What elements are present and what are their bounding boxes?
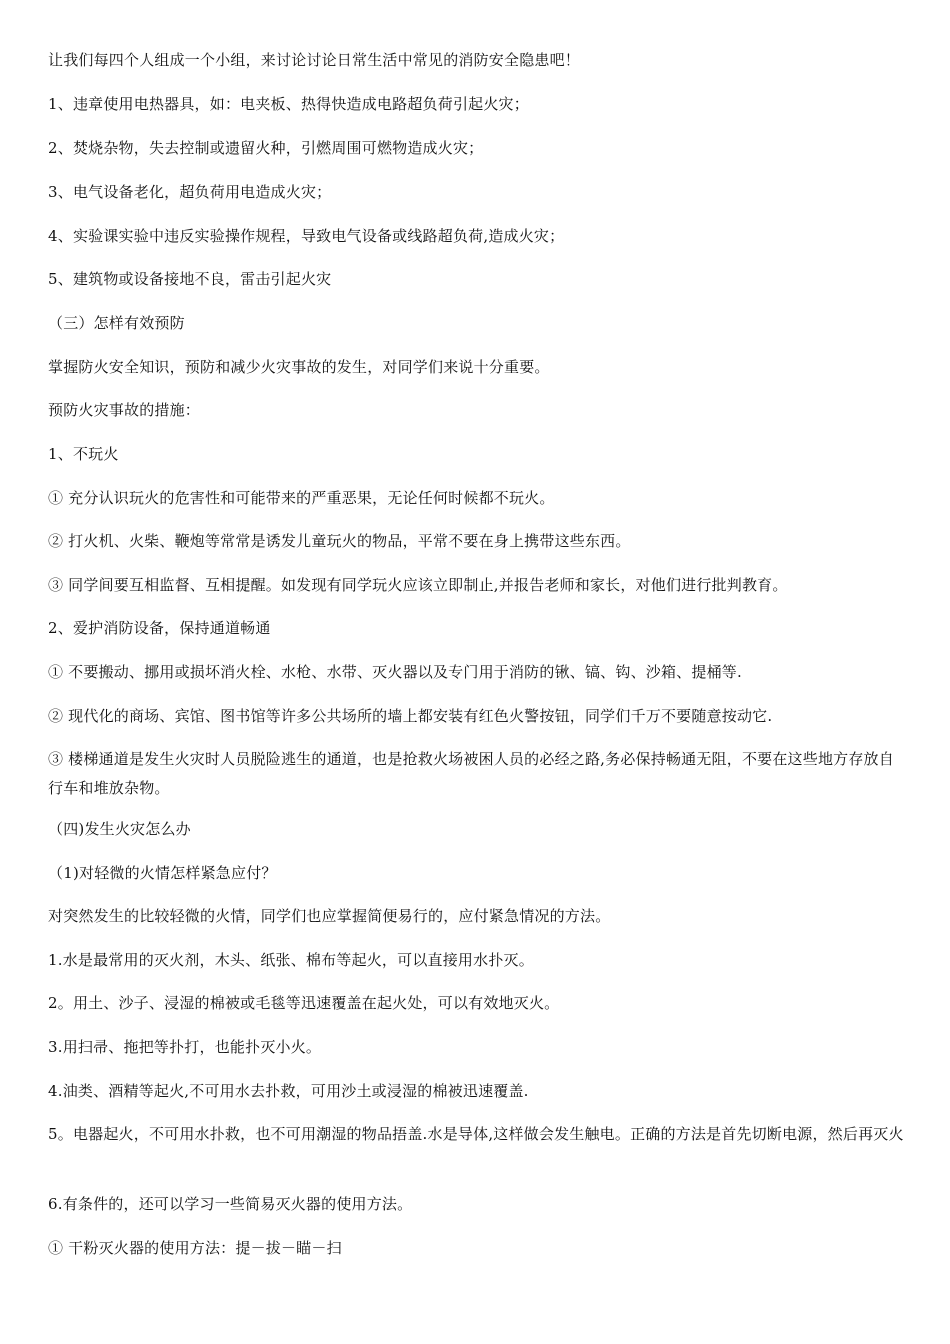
method-6: 6.有条件的，还可以学习一些简易灭火器的使用方法。 bbox=[48, 1195, 413, 1213]
section-heading-prevention: （三）怎样有效预防 bbox=[48, 314, 185, 332]
measure-1-point-2: ② 打火机、火柴、鞭炮等常常是诱发儿童玩火的物品，平常不要在身上携带这些东西。 bbox=[48, 532, 631, 550]
dry-powder-extinguisher-usage: ① 干粉灭火器的使用方法：提－拔－瞄－扫 bbox=[48, 1239, 342, 1257]
method-3: 3.用扫帚、拖把等扑打，也能扑灭小火。 bbox=[48, 1038, 322, 1056]
prevention-measures-label: 预防火灾事故的措施： bbox=[48, 401, 201, 419]
method-4: 4.油类、酒精等起火,不可用水去扑救，可用沙土或浸湿的棉被迅速覆盖. bbox=[48, 1082, 529, 1100]
minor-fire-intro: 对突然发生的比较轻微的火情，同学们也应掌握简便易行的，应付紧急情况的方法。 bbox=[48, 907, 611, 925]
hazard-item-3: 3、电气设备老化，超负荷用电造成火灾； bbox=[48, 183, 332, 201]
hazard-item-2: 2、焚烧杂物，失去控制或遗留火种，引燃周围可燃物造成火灾； bbox=[48, 139, 484, 157]
measure-2-point-1: ① 不要搬动、挪用或损坏消火栓、水枪、水带、灭火器以及专门用于消防的锹、镐、钩、沙箱、提桶等. bbox=[48, 663, 742, 681]
hazard-item-5: 5、建筑物或设备接地不良，雷击引起火灾 bbox=[48, 270, 332, 288]
method-2: 2。用土、沙子、浸湿的棉被或毛毯等迅速覆盖在起火处，可以有效地灭火。 bbox=[48, 994, 560, 1012]
prevention-intro: 掌握防火安全知识，预防和减少火灾事故的发生，对同学们来说十分重要。 bbox=[48, 358, 550, 376]
measure-heading-2: 2、爱护消防设备，保持通道畅通 bbox=[48, 619, 271, 637]
measure-heading-1: 1、不玩火 bbox=[48, 445, 119, 463]
subsection-minor-fire: （1)对轻微的火情怎样紧急应付？ bbox=[48, 864, 277, 882]
method-5: 5。电器起火，不可用水扑救，也不可用潮湿的物品捂盖.水是导体,这样做会发生触电。正确的方法是首先切断电源，然后再灭火 bbox=[48, 1125, 904, 1143]
section-heading-fire: （四)发生火灾怎么办 bbox=[48, 820, 191, 838]
measure-1-point-3: ③ 同学间要互相监督、互相提醒。如发现有同学玩火应该立即制止,并报告老师和家长，对他们进行批判教育。 bbox=[48, 576, 788, 594]
measure-2-point-3: ③ 楼梯通道是发生火灾时人员脱险逃生的通道，也是抢救火场被困人员的必经之路,务必保持畅通无阻，不要在这些地方存放自行车和堆放杂物。 bbox=[48, 750, 894, 797]
method-1: 1.水是最常用的灭火剂，木头、纸张、棉布等起火，可以直接用水扑灭。 bbox=[48, 951, 534, 969]
hazard-item-4: 4、实验课实验中违反实验操作规程，导致电气设备或线路超负荷,造成火灾； bbox=[48, 227, 565, 245]
intro-paragraph: 让我们每四个人组成一个小组，来讨论讨论日常生活中常见的消防安全隐患吧！ bbox=[48, 51, 581, 69]
hazard-item-1: 1、违章使用电热器具，如：电夹板、热得快造成电路超负荷引起火灾； bbox=[48, 95, 529, 113]
measure-1-point-1: ① 充分认识玩火的危害性和可能带来的严重恶果，无论任何时候都不玩火。 bbox=[48, 489, 555, 507]
measure-2-point-2: ② 现代化的商场、宾馆、图书馆等许多公共场所的墙上都安装有红色火警按钮，同学们千万不要随意按动它. bbox=[48, 707, 773, 725]
